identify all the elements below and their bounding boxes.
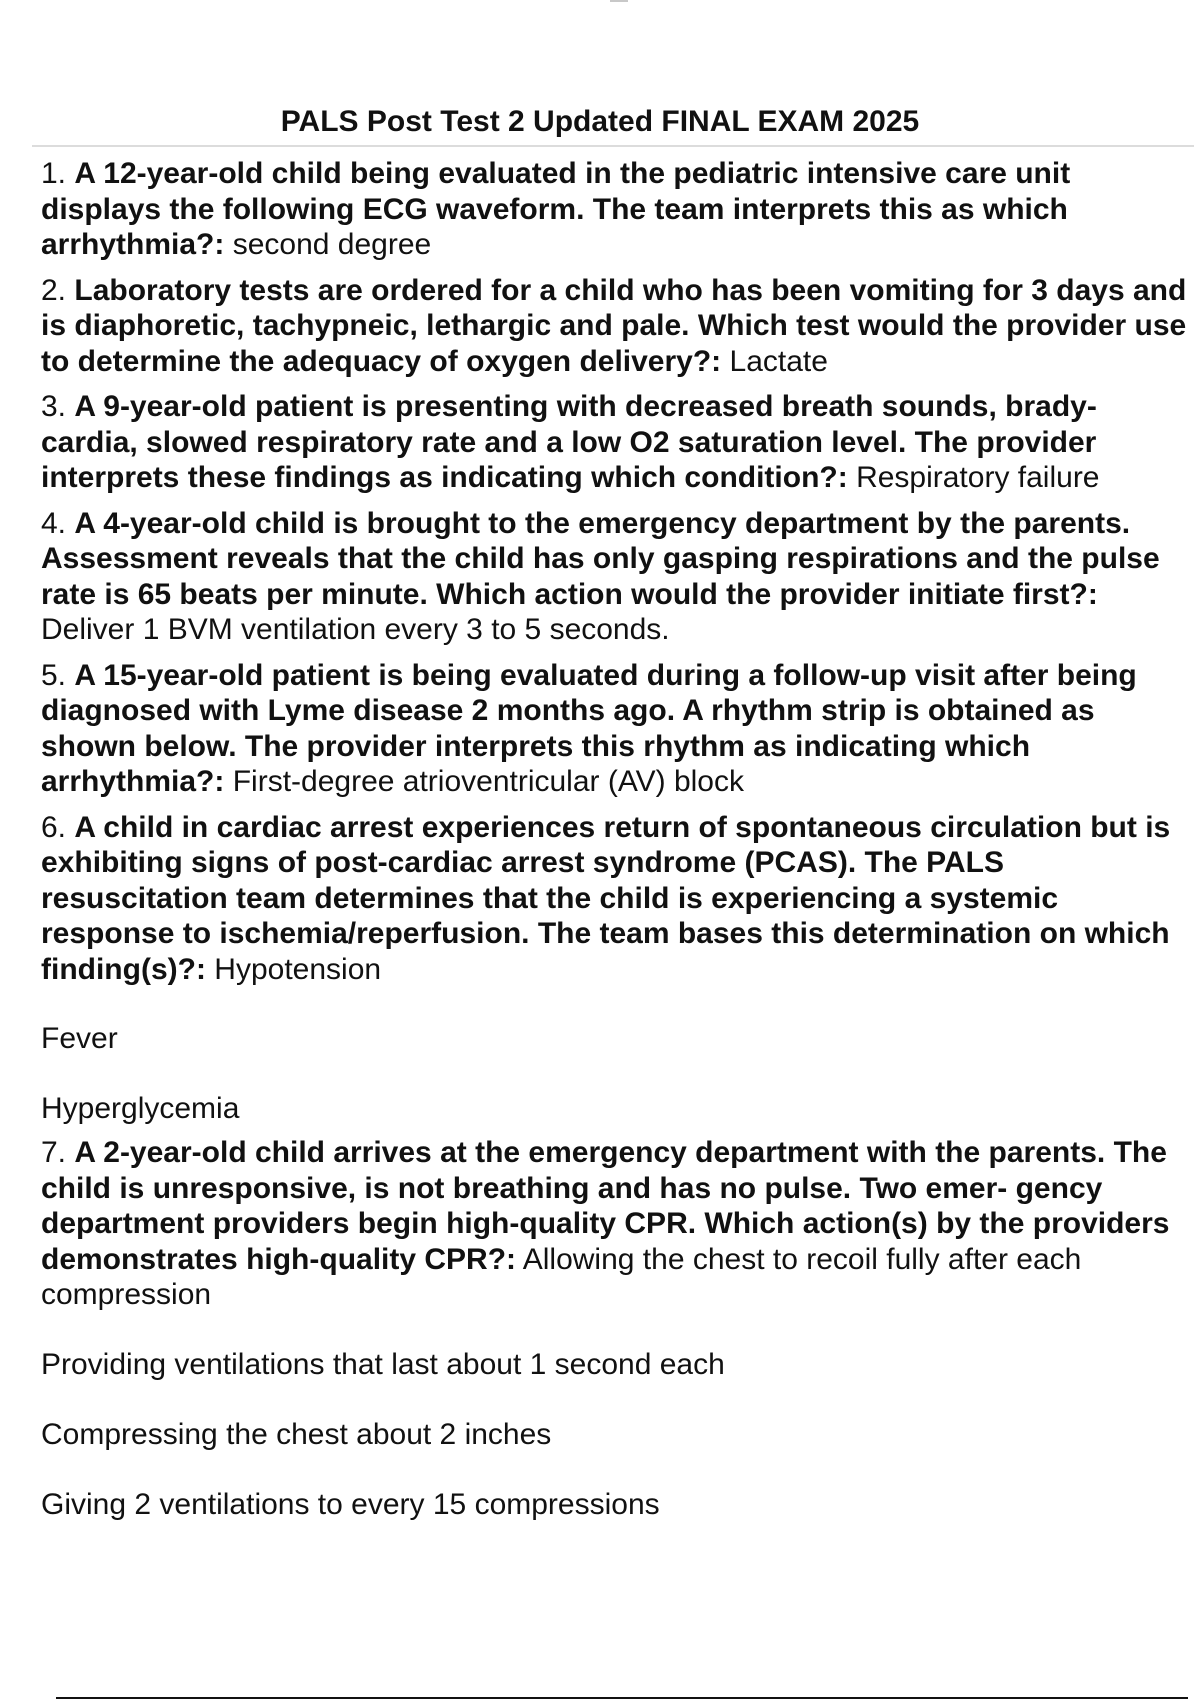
question-2 [41,273,1191,380]
question-number: 7. [41,1136,67,1169]
question-answer: Deliver 1 BVM ventilation every 3 to 5 seconds. [41,613,670,646]
question-3 [41,389,1191,496]
question-answer: Allowing the chest to recoil fully after each compression [41,1242,1082,1311]
question-answer: First-degree atrioventricular (AV) block [232,765,744,798]
question-number: 3. [41,390,67,423]
question-text: A 15-year-old patient is being evaluated during a follow-up visit after being diagnosed with Lyme disease 2 months ago. A rhythm strip is obtained as shown below. The provider interprets this rhythm as indicating which arrhythmia?: [41,658,1137,798]
question-answer: Hypotension [214,952,382,986]
question-number: 4. [41,506,67,540]
question-text: A 2-year-old child arrives at the emergency department with the parents. The child is unresponsive, is not breathing and has no pulse. Two emer- gency department providers begin high-quality CPR. Which action(s) by the providers demonstrates high-quality CPR?: [41,1136,1170,1276]
question-7 [41,1135,1191,1313]
question-text: Laboratory tests are ordered for a child who has been vomiting for 3 days and is diaphoretic, tachypneic, lethargic and pale. Which test would the provider use to determine the adequacy of oxygen delivery?: [41,273,1187,378]
question-text: A 9-year-old patient is presenting with decreased breath sounds, brady- cardia, slowed respiratory rate and a low O2 saturation level. The provider interprets these findings as indicating which condition?: [41,390,1097,494]
answer-option: Fever [41,1022,118,1055]
question-answer: Lactate [729,344,828,378]
question-6 [41,810,1191,988]
top-page-mark [610,0,628,2]
question-number: 2. [41,273,67,307]
question-number: 5. [41,658,67,692]
question-5 [41,658,1191,800]
question-text: A 4-year-old child is brought to the emergency department by the parents. Assessment reveals that the child has only gasping respirations and the pulse rate is 65 beats per minute. Which action would the provider initiate first?: [41,506,1160,611]
questions-list [41,156,1191,1523]
answer-option: Compressing the chest about 2 inches [41,1417,552,1451]
question-answer: Respiratory failure [856,461,1100,494]
title-divider [32,145,1194,147]
question-answer: second degree [232,228,432,261]
bottom-divider [56,1697,1188,1699]
question-4 [41,506,1191,648]
question-text: A child in cardiac arrest experiences return of spontaneous circulation but is exhibiting signs of post-cardiac arrest syndrome (PCAS). The PALS resuscitation team determines that the child is experiencing a systemic response to ischemia/reperfusion. The team bases this determination on which finding(s)?: [41,810,1171,986]
question-1 [41,156,1191,263]
answer-option: Hyperglycemia [41,1092,240,1125]
question-number: 1. [41,157,67,190]
answer-option: Giving 2 ventilations to every 15 compressions [41,1487,660,1521]
document-title: PALS Post Test 2 Updated FINAL EXAM 2025 [280,105,920,138]
question-number: 6. [41,810,67,844]
answer-option: Providing ventilations that last about 1 second each [41,1347,725,1381]
question-text: A 12-year-old child being evaluated in the pediatric intensive care unit displays the following ECG waveform. The team interprets this as which arrhythmia?: [41,157,1071,261]
